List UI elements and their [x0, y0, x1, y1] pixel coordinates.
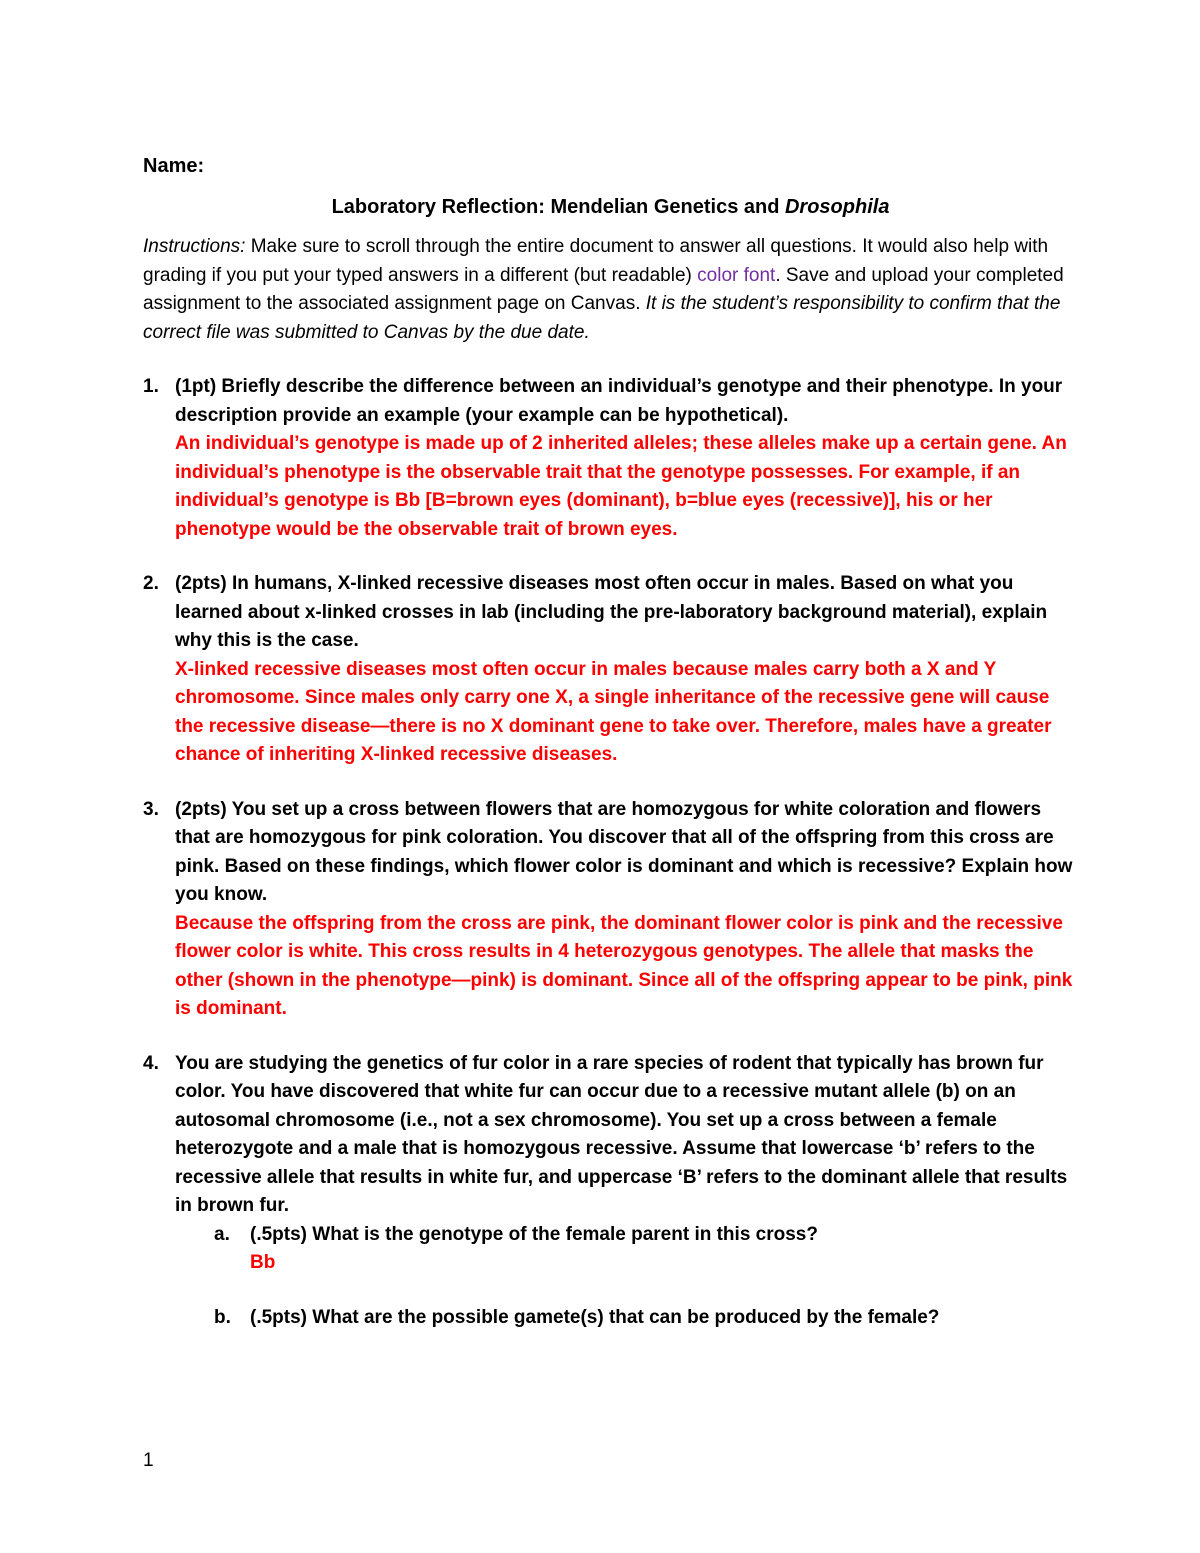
answer-text: Bb — [250, 1252, 276, 1273]
instructions-italic-note: It is the student’s responsibility to confirm that the correct file was submitted to Canvas by the due date. — [143, 293, 1061, 343]
question-prompt: You are studying the genetics of fur color in a rare species of rodent that typically has brown fur color. You have discovered that white fur can occur due to a recessive mutant allele (b) on an autosomal chromosome (i.e., not a sex chromosome). You set up a cross between a female heterozygote and a male that is homozygous recessive. Assume that lowercase ‘b’ refers to the recessive allele that results in white fur, and uppercase ‘B’ refers to the dominant allele that results in brown fur. — [175, 1052, 1068, 1216]
question-number: 2. — [143, 573, 159, 594]
question-body — [175, 373, 1078, 544]
answer-text: An individual’s genotype is made up of 2 inherited alleles; these alleles make up a certain gene. An individual’s phenotype is the observable trait that the genotype possesses. For example, if an individual’s genotype is Bb [B=brown eyes (dominant), b=blue eyes (recessive)], his or her phenotype would be the observable trait of brown eyes. — [175, 433, 1067, 540]
question-1 — [143, 373, 1078, 544]
name-label: Name: — [143, 155, 205, 177]
subquestion-letter: b. — [214, 1306, 231, 1328]
instructions-color-font: color font — [697, 264, 776, 286]
instructions-text-2: . Save and upload your completed assignment to the associated assignment page on Canvas. — [143, 264, 1064, 314]
subquestion-text: (.5pts) What are the possible gamete(s) that can be produced by the female? — [250, 1306, 940, 1328]
question-points: (2pts) — [175, 798, 227, 820]
question-2 — [143, 570, 1078, 770]
question-prompt: Briefly describe the difference between an individual’s genotype and their phenotype. In your description provide an example (your example can be hypothetical). — [175, 376, 1063, 426]
question-body — [175, 796, 1078, 1024]
question-body — [175, 570, 1078, 770]
question-text — [175, 570, 1078, 656]
answer-text: Because the offspring from the cross are pink, the dominant flower color is pink and the recessive flower color is white. This cross results in 4 heterozygous genotypes. The allele that masks the other (shown in the phenotype—pink) is dominant. Since all of the offspring appear to be pink, pink is dominant. — [175, 912, 1073, 1019]
question-3 — [143, 796, 1078, 1024]
question-number: 3. — [143, 798, 159, 820]
question-prompt: You set up a cross between flowers that are homozygous for white coloration and flowers that are homozygous for pink coloration. You discover that all of the offspring from this cross are pink. Based on these findings, which flower color is dominant and which is recessive? Explain how you know. — [175, 798, 1073, 905]
question-number: 4. — [143, 1052, 159, 1074]
question-4 — [143, 1050, 1078, 1333]
document-title — [143, 193, 1078, 222]
instructions-paragraph — [143, 233, 1078, 347]
subquestion-text: (.5pts) What is the genotype of the female parent in this cross? — [250, 1223, 818, 1245]
subquestion-body — [250, 1304, 1078, 1333]
question-text — [175, 796, 1078, 910]
instructions-label: Instructions: — [143, 236, 246, 257]
subquestion-b — [214, 1304, 1078, 1333]
instructions-text-1: Make sure to scroll through the entire document to answer all questions. It would also help with grading if you put your typed answers in a different (but readable) — [143, 236, 1049, 286]
question-body — [175, 1050, 1078, 1333]
subquestion-list — [214, 1221, 1078, 1333]
subquestion-a — [214, 1221, 1078, 1278]
document-content — [143, 152, 1078, 1332]
title-italic: Drosophila — [784, 195, 890, 218]
question-number: 1. — [143, 376, 159, 397]
question-points: (2pts) — [175, 573, 227, 594]
question-prompt: In humans, X-linked recessive diseases most often occur in males. Based on what you learned about x-linked crosses in lab (including the pre-laboratory background material), explain why this is the case. — [175, 573, 1048, 651]
question-text — [175, 373, 1078, 430]
answer-text: X-linked recessive diseases most often occur in males because males carry both a X and Y chromosome. Since males only carry one X, a single inheritance of the recessive gene will cause the recessive disease—there is no X dominant gene to take over. Therefore, males have a greater chance of inheriting X-linked recessive diseases. — [175, 658, 1052, 765]
question-points: (1pt) — [175, 376, 217, 397]
subquestion-body — [250, 1221, 1078, 1278]
page-number: 1 — [143, 1450, 154, 1471]
subquestion-letter: a. — [214, 1223, 230, 1245]
title-main: Laboratory Reflection: Mendelian Genetics and — [331, 195, 785, 218]
